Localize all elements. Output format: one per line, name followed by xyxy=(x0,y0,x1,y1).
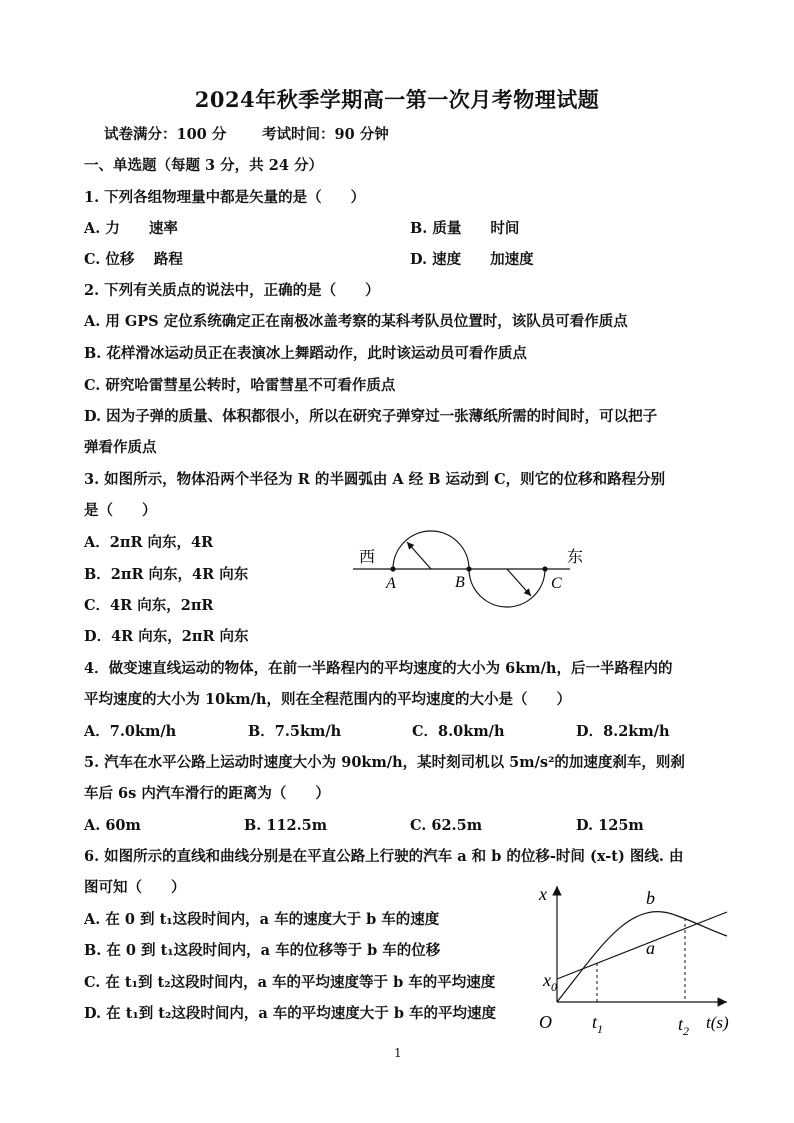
page-number: 1 xyxy=(394,1046,402,1060)
line-a-label: a xyxy=(646,938,655,958)
q3-stem-cont: 是（ ） xyxy=(84,502,157,519)
q4-option-b: B．7.5km/h xyxy=(248,723,342,740)
q2-option-b: B. 花样滑冰运动员正在表演冰上舞蹈动作，此时该运动员可看作质点 xyxy=(84,345,527,362)
east-label: 东 xyxy=(567,549,584,566)
t2-label: $t_2$ xyxy=(678,1014,690,1038)
upper-semicircle xyxy=(393,531,469,569)
x0-label: $x_0$ xyxy=(543,970,557,994)
q2-option-c: C. 研究哈雷彗星公转时，哈雷彗星不可看作质点 xyxy=(84,377,396,394)
exam-title: 2024年秋季学期高一第一次月考物理试题 xyxy=(194,87,600,112)
exam-time: 考试时间：90 分钟 xyxy=(262,126,389,143)
q6-option-b: B. 在 0 到 t₁这段时间内，a 车的位移等于 b 车的位移 xyxy=(84,942,441,959)
q3-option-d: D．4R 向东，2πR 向东 xyxy=(84,628,249,645)
x-axis-label: x xyxy=(539,884,547,904)
q1-option-b: B. 质量 时间 xyxy=(410,220,520,237)
q6-option-a: A. 在 0 到 t₁这段时间内，a 车的速度大于 b 车的速度 xyxy=(84,911,440,928)
radius-arrow-lower xyxy=(507,569,531,596)
origin-label: O xyxy=(539,1012,552,1032)
q4-stem-cont: 平均速度的大小为 10km/h，则在全程范围内的平均速度的大小是（ ） xyxy=(84,691,571,708)
curve-b xyxy=(557,912,727,1002)
q2-option-a: A. 用 GPS 定位系统确定正在南极冰盖考察的某科考队员位置时，该队员可看作质点 xyxy=(84,313,628,330)
q6-xt-graph xyxy=(530,878,745,1038)
q4-option-a: A．7.0km/h xyxy=(84,723,177,740)
point-a-dot xyxy=(390,566,395,571)
q6-option-d: D. 在 t₁到 t₂这段时间内，a 车的平均速度大于 b 车的平均速度 xyxy=(84,1005,497,1022)
q5-stem-cont: 车后 6s 内汽车滑行的距离为（ ） xyxy=(84,785,330,802)
q3-option-b: B．2πR 向东，4R 向东 xyxy=(84,566,249,583)
full-score: 试卷满分：100 分 xyxy=(104,126,227,143)
q3-semicircle-figure xyxy=(345,520,595,620)
lower-semicircle xyxy=(469,569,545,607)
q5-option-b: B. 112.5m xyxy=(244,817,328,834)
q3-option-c: C．4R 向东，2πR xyxy=(84,597,214,614)
q1-stem: 1. 下列各组物理量中都是矢量的是（ ） xyxy=(84,189,366,206)
q5-option-a: A. 60m xyxy=(84,817,141,834)
q6-stem: 6. 如图所示的直线和曲线分别是在平直公路上行驶的汽车 a 和 b 的位移-时间 (x-t) 图线. 由 xyxy=(84,848,684,865)
t1-label: $t_1$ xyxy=(592,1012,604,1036)
q1-option-a: A. 力 速率 xyxy=(84,220,178,237)
section-heading: 一、单选题（每题 3 分，共 24 分） xyxy=(84,157,323,174)
q2-stem: 2. 下列有关质点的说法中，正确的是（ ） xyxy=(84,282,380,299)
q5-option-c: C. 62.5m xyxy=(410,817,483,834)
q6-stem-cont: 图可知（ ） xyxy=(84,879,186,896)
q2-option-d: D. 因为子弹的质量、体积都很小，所以在研究子弹穿过一张薄纸所需的时间时，可以把子 xyxy=(84,408,658,425)
q1-option-d: D. 速度 加速度 xyxy=(410,251,534,268)
q4-option-c: C．8.0km/h xyxy=(412,723,505,740)
q3-option-a: A．2πR 向东，4R xyxy=(84,534,214,551)
q6-option-c: C. 在 t₁到 t₂这段时间内，a 车的平均速度等于 b 车的平均速度 xyxy=(84,974,496,991)
point-a-label: A xyxy=(386,575,396,592)
curve-b-label: b xyxy=(646,888,655,908)
point-c-dot xyxy=(542,566,547,571)
q1-option-c: C. 位移 路程 xyxy=(84,251,183,268)
point-b-label: B xyxy=(455,574,465,591)
west-label: 西 xyxy=(359,549,376,566)
q3-stem: 3. 如图所示，物体沿两个半径为 R 的半圆弧由 A 经 B 运动到 C，则它的位移和路程分别 xyxy=(84,471,666,488)
point-c-label: C xyxy=(551,575,562,592)
t-axis-label: t(s) xyxy=(706,1013,729,1032)
radius-arrow-upper xyxy=(407,542,431,569)
q5-option-d: D. 125m xyxy=(576,817,644,834)
q2-option-d-cont: 弹看作质点 xyxy=(84,439,157,456)
q5-stem: 5. 汽车在水平公路上运动时速度大小为 90km/h，某时刻司机以 5m/s²的加速度刹车，则刹 xyxy=(84,754,685,771)
point-b-dot xyxy=(466,566,471,571)
q4-stem: 4．做变速直线运动的物体，在前一半路程内的平均速度的大小为 6km/h，后一半路程内的 xyxy=(84,660,673,677)
q4-option-d: D．8.2km/h xyxy=(576,723,670,740)
